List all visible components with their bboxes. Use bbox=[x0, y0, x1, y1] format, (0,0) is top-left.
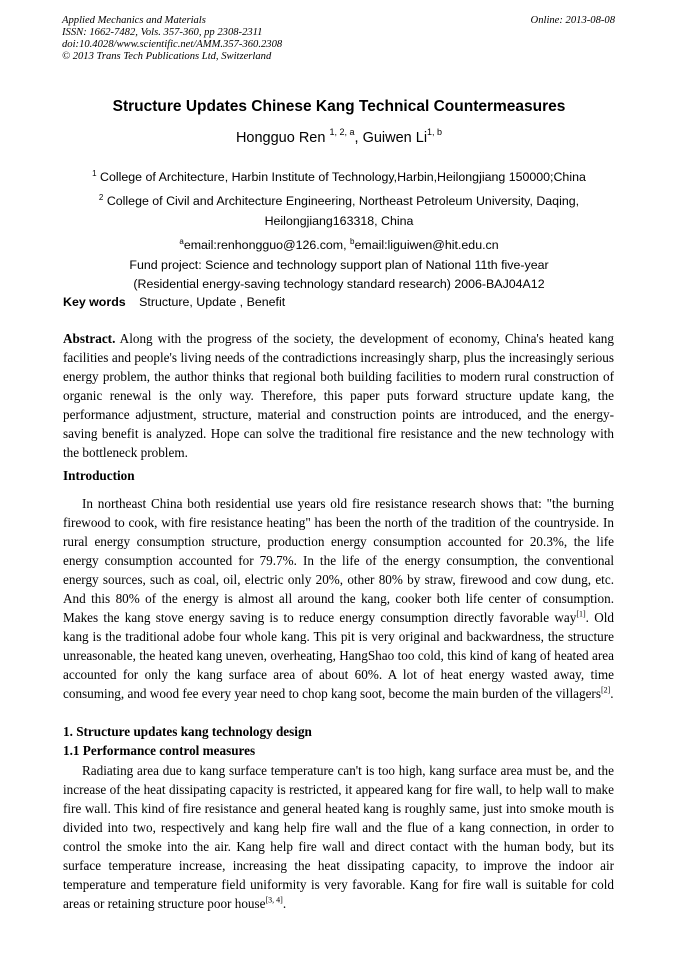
email-b: email:liguiwen@hit.edu.cn bbox=[354, 237, 499, 252]
issn: ISSN: 1662-7482, Vols. 357-360, pp 2308-2311 bbox=[62, 27, 263, 38]
citation-ref: [2] bbox=[600, 686, 611, 696]
emails bbox=[70, 232, 608, 256]
abstract-label: Abstract. bbox=[63, 331, 116, 346]
affiliations bbox=[70, 164, 608, 295]
journal-header bbox=[62, 15, 282, 63]
fund-line1: Fund project: Science and technology support plan of National 11th five-year bbox=[129, 257, 549, 272]
affiliation-sup: 2 bbox=[98, 192, 104, 202]
abstract bbox=[63, 329, 614, 462]
doi: doi:10.4028/www.scientific.net/AMM.357-360.2308 bbox=[62, 39, 283, 50]
author-affiliation-sup: 1, b bbox=[427, 127, 443, 137]
abstract-text: Along with the progress of the society, the development of economy, China's heated kang facilities and people's living needs of the contradictions increasingly sharp, plus the increasingly serious energy problem, the author thinks that regional both building facilities to modern rural construction of organic renewal is the only way. Therefore, this paper puts forward structure update kang, the performance adjustment, structure, material and construction points are introduced, and the energy-saving benefit is analyzed. Hope can solve the traditional fire resistance and the new technology with the bottleneck problem. bbox=[63, 331, 614, 461]
journal-name: Applied Mechanics and Materials bbox=[62, 15, 206, 26]
intro-text-2: . Old kang is the traditional adobe four whole kang. This pit is very original and backwardness, the structure unreasonable, the heated kang uneven, overheating, HangShao too cold, this kind of kang of heated area accounted for only the kang surface area of about 60%. A lot of heat energy wasted away, time consuming, and wood fee every year need to chop kang soot, become the main burden of the villagers bbox=[63, 610, 614, 702]
affiliation-2-line2: Heilongjiang163318, China bbox=[264, 213, 414, 228]
keywords-label: Key words bbox=[63, 295, 126, 309]
author-affiliation-sup: 1, 2, a bbox=[329, 127, 355, 137]
keywords bbox=[63, 295, 285, 309]
fund-line2: (Residential energy-saving technology standard research) 2006-BAJ04A12 bbox=[133, 277, 545, 292]
section-1-1-heading: 1.1 Performance control measures bbox=[63, 743, 256, 758]
email-sup: a bbox=[179, 236, 184, 246]
paper-title: Structure Updates Chinese Kang Technical Countermeasures bbox=[112, 98, 566, 115]
citation-ref: [1] bbox=[576, 609, 586, 619]
author-name: Guiwen Li bbox=[362, 129, 428, 146]
section-1-1-text: Radiating area due to kang surface temperature can't is too high, kang surface area must be, and the increase of the heat dissipating capacity is restricted, it appeared kang for fire wall, to help wall to make fire wall. This kind of fire resistance and general heated kang is roughly same, just into smoke mouth is divided into two, respectively and kang help fire wall and the flue of a kang connection, in order to control the smoke into the air. Kang help fire wall and direct contact with the human body, but its surface temperature increase, increasing the heat dissipating capacity, to improve the indoor air temperature and temperature field uniformity is very favorable. Kang for fire wall is suitable for cold areas or retaining structure poor house bbox=[63, 763, 614, 912]
intro-text-3: . bbox=[610, 686, 614, 702]
affiliation-sup: 1 bbox=[92, 169, 97, 178]
intro-text-1: In northeast China both residential use years old fire resistance research shows that: "the burning firewood to cook, with fire resistance heating" has been the north of the tradition of the countryside. In rural energy consumption structure, production energy consumption accounted for 20.3%, the life energy consumption accounted for 79.7%. In the life of the energy consumption, the conventional energy sources, such as coal, oil, electric only 20%, other 80% by straw, firewood and cow dung, etc. And this 80% of the energy is almost all around the kang, cooker both life center of consumption. Makes the kang stove energy saving is to reduce energy consumption directly favorable way bbox=[63, 496, 614, 626]
section-1-heading: 1. Structure updates kang technology design bbox=[63, 724, 312, 739]
section-1-1-body bbox=[63, 761, 614, 913]
copyright: © 2013 Trans Tech Publications Ltd, Switzerland bbox=[62, 51, 272, 62]
introduction-body bbox=[63, 494, 614, 704]
introduction-heading: Introduction bbox=[63, 468, 135, 483]
citation-ref: [3, 4] bbox=[265, 895, 283, 905]
affiliation-1: College of Architecture, Harbin Institute of Technology,Harbin,Heilongjiang 150000;China bbox=[100, 170, 586, 185]
online-date: Online: 2013-08-08 bbox=[530, 15, 615, 26]
affiliation-2-line1: College of Civil and Architecture Engineering, Northeast Petroleum University, Daqing, bbox=[106, 194, 580, 209]
section-1-1-end: . bbox=[282, 896, 287, 912]
email-a: email:renhongguo@126.com, bbox=[183, 237, 347, 252]
keywords-value: Structure, Update , Benefit bbox=[139, 295, 286, 309]
author-name: Hongguo Ren bbox=[235, 129, 326, 146]
email-sup: b bbox=[350, 236, 355, 246]
author-list: Hongguo Ren $^{1, 2, a}$, Guiwen Li$^{1, b}$ bbox=[235, 127, 443, 146]
